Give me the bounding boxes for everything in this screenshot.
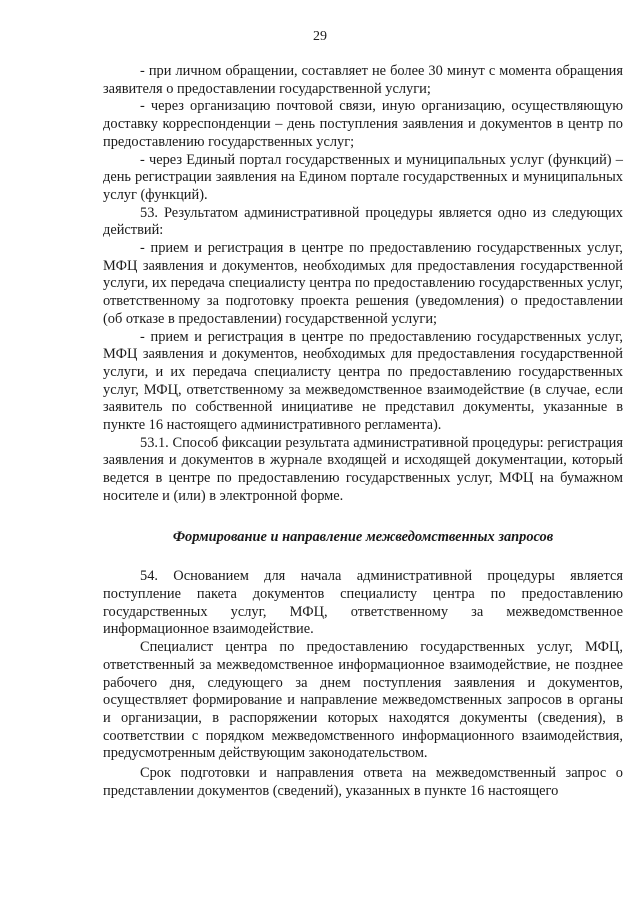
paragraph-53-1: 53.1. Способ фиксации результата административной процедуры: регистрация заявления и документов в журнале входящей и исходящей документации, который ведется в центре по предоставлению государственных услуг, МФЦ на бумажном носителе и (или) в электронной форме. — [103, 434, 623, 504]
paragraph-53: 53. Результатом административной процедуры является одно из следующих действий: — [103, 204, 623, 239]
paragraph-result-1: - прием и регистрация в центре по предоставлению государственных услуг, МФЦ заявления и документов, необходимых для предоставления государственной услуги, их передача специалисту центра по предоставлению государственных услуг, ответственному за подготовку проекта решения (уведомления) о предоставлении (об отказе в предоставлении) государственной услуги; — [103, 240, 623, 327]
paragraph-in-person: - при личном обращении, составляет не более 30 минут с момента обращения заявителя о предоставлении государственной услуги; — [103, 63, 623, 97]
paragraph-portal: - через Единый портал государственных и муниципальных услуг (функций) – день регистрации заявления на Едином портале государственных и муниципальных услуг (функций). — [103, 151, 623, 203]
paragraph-specialist: Специалист центра по предоставлению государственных услуг, МФЦ, ответственный за межведомственное информационное взаимодействие, не позднее рабочего дня, следующего за днем поступления заявления и документов, осуществляет формирование и направление межведомственных запросов в органы и организации, в распоряжении которых находятся документы (сведения), в соответствии с порядком межведомственного информационного взаимодействия, предусмотренным действующим законодательством. — [103, 639, 623, 762]
section-heading: Формирование и направление межведомственных запросов — [172, 528, 554, 545]
paragraph-54: 54. Основанием для начала административной процедуры является поступление пакета документов специалисту центра по предоставлению государственных услуг, МФЦ, ответственному за межведомственное информационное взаимодействие. — [103, 568, 623, 638]
paragraph-deadline: Срок подготовки и направления ответа на межведомственный запрос о представлении документов (сведений), указанных в пункте 16 настоящего — [103, 765, 623, 799]
paragraph-result-2: - прием и регистрация в центре по предоставлению государственных услуг, МФЦ заявления и документов, необходимых для предоставления государственной услуги, и их передача специалисту центра по предоставлению государственных услуг, МФЦ, ответственному за межведомственное взаимодействие (в случае, если заявитель по собственной инициативе не представил документы, указанные в пункте 16 настоящего административного регламента). — [103, 328, 623, 434]
page-number: 29 — [313, 29, 327, 44]
paragraph-postal: - через организацию почтовой связи, иную организацию, осуществляющую доставку корреспонденции – день поступления заявления и документов в центр по предоставлению государственных услуг; — [103, 98, 623, 150]
document-body — [103, 63, 623, 800]
